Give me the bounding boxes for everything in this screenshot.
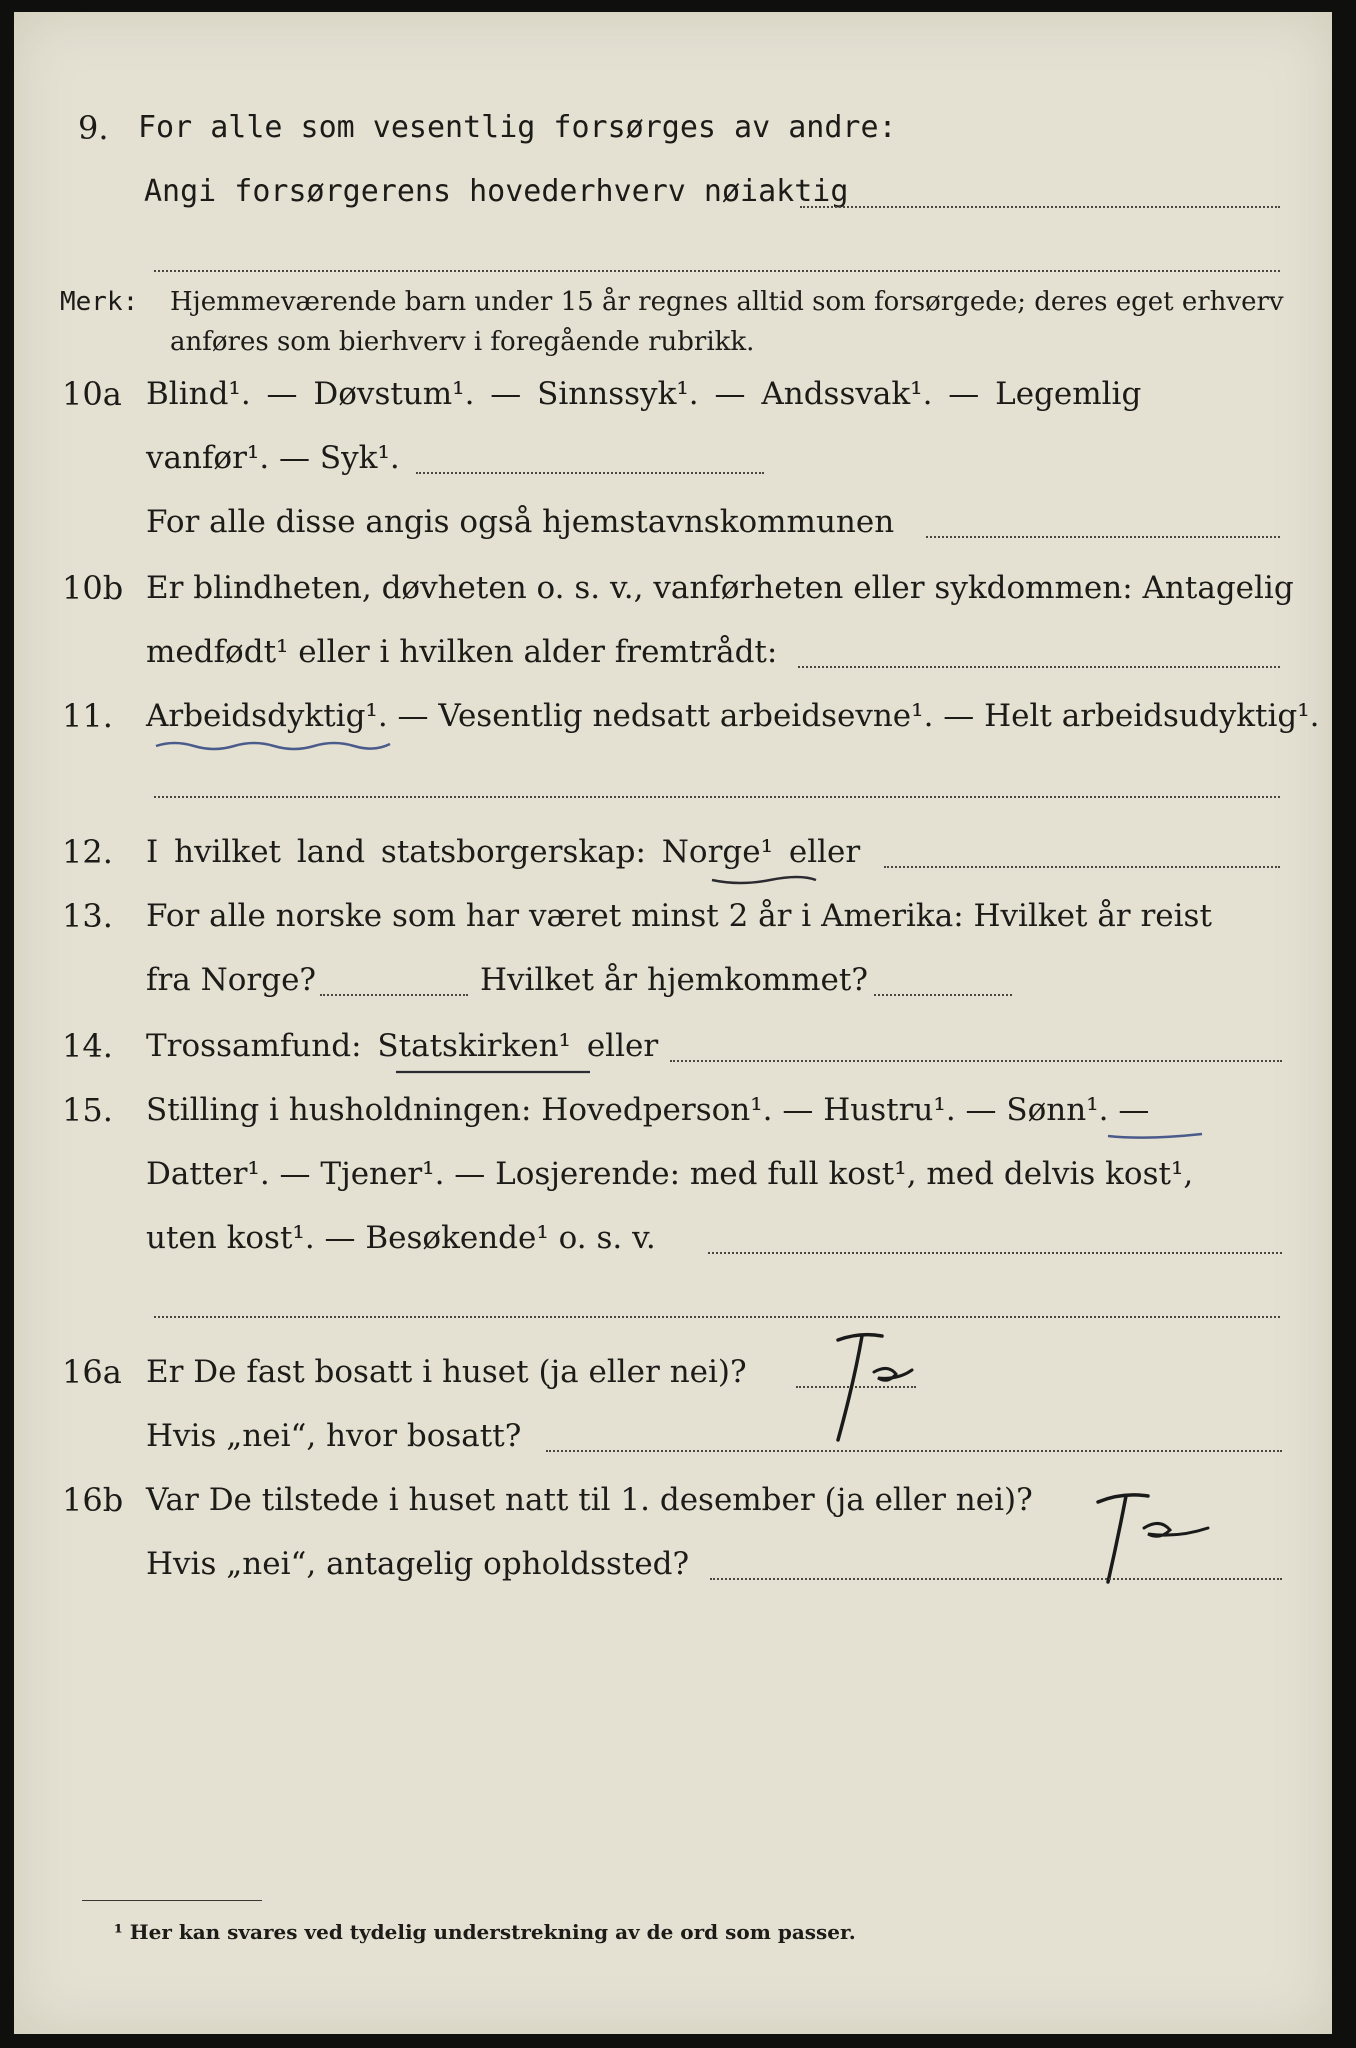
q13-return-year-line[interactable] (874, 994, 1012, 996)
q13-number: 13. (62, 897, 113, 935)
q16b-handwritten-answer (1078, 1472, 1248, 1592)
footnote-text: ¹ Her kan svares ved tydelig understrekning av de ord som passer. (114, 1920, 856, 1944)
q12-number: 12. (62, 833, 113, 871)
q12-underline-mark (710, 874, 820, 888)
q13-line1: For alle norske som har været minst 2 år i Amerika: Hvilket år reist (146, 898, 1212, 934)
q10a-line1: Blind¹. — Døvstum¹. — Sinnssyk¹. — Andssvak¹. — Legemlig (146, 376, 1142, 412)
q13-line2a: fra Norge? (146, 962, 317, 998)
q10a-hometown-line[interactable] (926, 536, 1280, 538)
q16a-handwritten-answer (804, 1322, 934, 1452)
q10a-answer-line[interactable] (416, 472, 764, 474)
footnote-rule (82, 1900, 262, 1901)
q13-line2b: Hvilket år hjemkommet? (480, 962, 868, 998)
q10a-number: 10a (62, 375, 122, 413)
q11-continuation-line[interactable] (154, 796, 1280, 798)
q10b-line1: Er blindheten, døvheten o. s. v., vanførheten eller sykdommen: Antagelig (146, 570, 1294, 606)
q9-continuation-line[interactable] (154, 270, 1280, 272)
q15-answer-line[interactable] (708, 1252, 1282, 1254)
q16a-line2: Hvis „nei“, hvor bosatt? (146, 1418, 522, 1454)
q15-number: 15. (62, 1091, 113, 1129)
q16a-address-line[interactable] (546, 1450, 1282, 1452)
q10b-number: 10b (62, 569, 124, 607)
q10a-line3: For alle disse angis også hjemstavnskommunen (146, 504, 895, 540)
note-label: Merk: (60, 287, 139, 317)
q16b-location-line[interactable] (710, 1578, 1282, 1580)
q11-line1: Arbeidsdyktig¹. — Vesentlig nedsatt arbeidsevne¹. — Helt arbeidsudyktig¹. (146, 698, 1320, 734)
q11-underline-mark (154, 738, 394, 752)
q15-line2: Datter¹. — Tjener¹. — Losjerende: med full kost¹, med delvis kost¹, (146, 1156, 1194, 1192)
q9-answer-line[interactable] (800, 206, 1280, 208)
q10b-line2: medfødt¹ eller i hvilken alder fremtrådt: (146, 634, 778, 670)
q15-continuation-line[interactable] (154, 1316, 1280, 1318)
q16b-number: 16b (62, 1481, 124, 1519)
q14-answer-line[interactable] (670, 1060, 1282, 1062)
q15-line1: Stilling i husholdningen: Hovedperson¹. — Hustru¹. — Sønn¹. — (146, 1092, 1150, 1128)
q15-line3: uten kost¹. — Besøkende¹ o. s. v. (146, 1220, 656, 1256)
q16b-line2: Hvis „nei“, antagelig opholdssted? (146, 1546, 690, 1582)
q14-line1: Trossamfund: Statskirken¹ eller (146, 1028, 659, 1064)
q11-number: 11. (62, 697, 113, 735)
q16b-line1: Var De tilstede i huset natt til 1. desember (ja eller nei)? (146, 1482, 1033, 1518)
q10b-answer-line[interactable] (798, 666, 1280, 668)
q14-underline-mark (394, 1066, 594, 1078)
q9-line1: For alle som vesentlig forsørges av andre: (138, 110, 897, 145)
q16a-number: 16a (62, 1353, 122, 1391)
q9-number: 9. (78, 109, 109, 147)
note-line1: Hjemmeværende barn under 15 år regnes alltid som forsørgede; deres eget erhverv (170, 287, 1284, 317)
q9-line2: Angi forsørgerens hovederhverv nøiaktig (144, 174, 849, 209)
q13-departure-year-line[interactable] (320, 994, 468, 996)
q15-underline-mark (1106, 1130, 1206, 1142)
q14-number: 14. (62, 1027, 113, 1065)
form-page (14, 12, 1332, 2034)
q10a-line2: vanfør¹. — Syk¹. (146, 440, 400, 476)
q12-line1: I hvilket land statsborgerskap: Norge¹ eller (146, 834, 861, 870)
note-line2: anføres som bierhverv i foregående rubrikk. (170, 327, 755, 357)
q12-answer-line[interactable] (884, 866, 1280, 868)
q16a-line1: Er De fast bosatt i huset (ja eller nei)? (146, 1354, 747, 1390)
